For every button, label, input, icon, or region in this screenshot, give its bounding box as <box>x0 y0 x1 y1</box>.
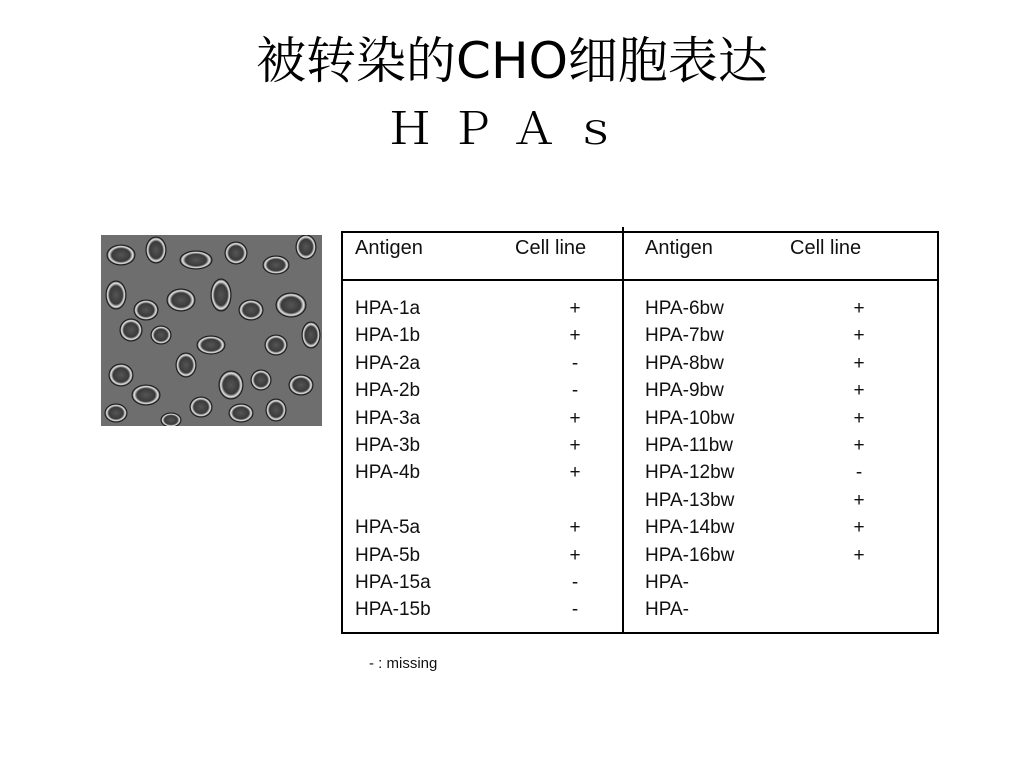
table-cell-antigen: HPA-3a <box>355 407 421 429</box>
table-cell-antigen: HPA-15b <box>355 599 431 621</box>
column-divider <box>622 227 624 632</box>
table-cell-cell-line: + <box>569 325 581 347</box>
table-cell-cell-line: + <box>569 544 581 566</box>
right-cell-line-column <box>849 295 869 624</box>
table-cell-cell-line: + <box>853 434 865 456</box>
table-cell-antigen: HPA-16bw <box>645 544 735 566</box>
table-cell-cell-line <box>849 596 869 623</box>
table-cell-cell-line <box>849 569 869 596</box>
header-cell-line-left: Cell line <box>515 237 587 259</box>
header-cell-line-right: Cell line <box>790 237 862 259</box>
table-cell-cell-line: + <box>853 407 865 429</box>
table-cell-antigen: HPA-9bw <box>645 380 724 402</box>
table-cell-cell-line: + <box>853 544 865 566</box>
table-cell-cell-line: + <box>853 489 865 511</box>
table-cell-antigen: HPA-1b <box>355 325 421 347</box>
table-cell-cell-line: + <box>569 298 581 319</box>
table-cell-antigen: HPA- <box>645 599 689 621</box>
table-cell-cell-line <box>565 487 585 514</box>
table-cell-cell-line: + <box>569 434 581 456</box>
table-cell-cell-line: + <box>569 517 581 539</box>
table-cell-cell-line: + <box>853 325 865 347</box>
slide-title: 被转染的CHO细胞表达 <box>256 32 768 90</box>
table-cell-cell-line: + <box>853 298 865 319</box>
table-cell-antigen: HPA-7bw <box>645 325 724 347</box>
table-cell-antigen: HPA-8bw <box>645 352 724 374</box>
table-cell-antigen: HPA-6bw <box>645 298 724 319</box>
table-cell-cell-line: - <box>571 571 579 593</box>
table-cell-antigen: HPA-14bw <box>645 517 735 539</box>
header-antigen-left: Antigen <box>355 237 423 259</box>
slide-subtitle: ＨＰＡｓ <box>388 105 636 154</box>
hpa-antigen-table <box>341 231 939 634</box>
table-cell-cell-line: + <box>853 517 865 539</box>
table-cell-antigen: HPA-4b <box>355 462 421 484</box>
table-cell-cell-line: + <box>569 462 581 484</box>
header-antigen-right: Antigen <box>645 237 713 259</box>
cho-cell-micrograph <box>101 235 322 426</box>
table-cell-cell-line: + <box>853 380 865 402</box>
table-cell-cell-line: - <box>855 462 863 484</box>
table-cell-antigen: HPA-3b <box>355 434 421 456</box>
table-cell-antigen: HPA-11bw <box>645 434 733 456</box>
table-cell-antigen: HPA-15a <box>355 571 431 593</box>
table-cell-antigen: HPA-5b <box>355 544 421 566</box>
table-cell-antigen: HPA-2b <box>355 380 421 402</box>
left-cell-line-column <box>565 295 585 624</box>
table-cell-cell-line: + <box>853 352 865 374</box>
table-cell-cell-line: - <box>571 599 579 621</box>
table-cell-antigen: HPA-10bw <box>645 407 735 429</box>
table-cell-antigen: HPA-13bw <box>645 489 735 511</box>
table-cell-antigen: HPA-2a <box>355 352 421 374</box>
table-cell-antigen: HPA-12bw <box>645 462 735 484</box>
table-cell-antigen: HPA- <box>645 571 689 593</box>
right-antigen-column <box>645 295 734 624</box>
table-cell-antigen: HPA-5a <box>355 517 421 539</box>
table-cell-cell-line: - <box>571 380 579 402</box>
table-footnote: - : missing <box>369 655 438 672</box>
left-antigen-column <box>355 295 431 624</box>
table-cell-antigen <box>355 487 431 514</box>
header-divider <box>343 279 939 281</box>
table-cell-cell-line: - <box>571 352 579 374</box>
table-cell-cell-line: + <box>569 407 581 429</box>
table-cell-antigen: HPA-1a <box>355 298 421 319</box>
